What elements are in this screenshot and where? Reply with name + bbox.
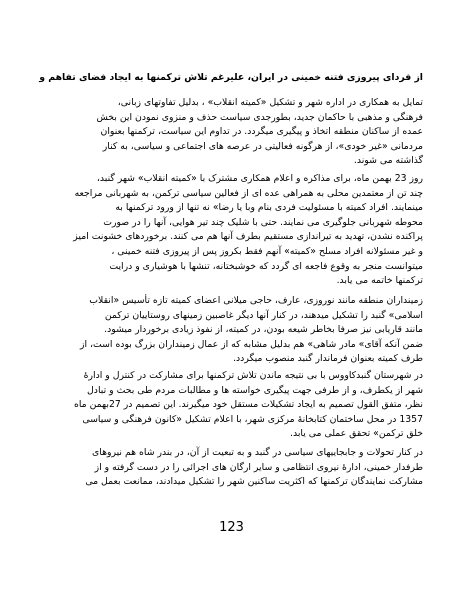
paragraph-2 [41, 172, 423, 289]
text-line: ترکمنها خاتمه می یابد. [336, 275, 423, 287]
text-line: میتوانست منجر به وقوع فاجعه ای گردد که خوشبختانه، تنشها با هوشیاری و درایت [109, 260, 423, 272]
text-line: پراکنده نشدن، تهدید به تیراندازی مستقیم بطرف آنها هم می کنند. برخوردهای خشونت امیز [73, 231, 423, 243]
text-line: محوطه شهربانی جلوگیری می نمایند. حتی با شلیک چند تیر هوایی، آنها را در صورت [103, 216, 423, 228]
text-line: مانند قاریابی نیز صرفا بخاطر شیعه بودن، در کمیته، از نفوذ زیادی برخوردار میشود. [104, 324, 423, 336]
text-line: در کنار تحولات و جابجاییهای سیاسی در گنبد و به تبعیت از آن، در بندر شاه هم نیروهای [91, 447, 423, 458]
text-line: اسلامی» گنبد را تشکیل میدهند، در کنار آنها دیگر غاصبین زمینهای روستاییان ترکمن [104, 309, 423, 321]
paragraph-1 [41, 96, 423, 169]
text-line: مردمانی «غیر خودی»، از هرگونه فعالیتی در عرصه های اجتماعی و سیاسی، به کنار [102, 140, 423, 152]
text-line: فرهنگی و مذهبی با حاکمان جدید، بطورجدی سیاست حذف و منزوی نمودن این بخش [96, 111, 423, 123]
text-line: زمینداران منطقه مانند نوروزی، عارف، حاجی میلانی اعضای کمیته تازه تأسیس «انقلاب [89, 295, 423, 306]
paragraph-5 [41, 446, 423, 490]
text-line: ضمن آنکه آقای» مادر شاهی» هم بدلیل مشابه که از عمال زمینداران بزرگ بوده است، از [79, 338, 423, 350]
paragraph-3 [41, 294, 423, 367]
text-line: مشارکت نمایندگان ترکمنها که اکثریت ساکنین شهر را تشکیل میدادند، ممانعت بعمل می [85, 476, 423, 488]
text-line: مینمایند. افراد کمیته با مسئولیت فردی بنام وبا یا رضا» نه تنها از ورود ترکمنها به [115, 202, 423, 214]
page-number: 123 [219, 520, 244, 535]
text-line: عمده از ساکنان منطقه اتخاذ و پیگیری میگردد. در تداوم این سیاست، ترکمنها بعنوان [100, 126, 423, 138]
text-line: طرف کمیته بعنوان فرماندار گنبد منصوب میگردد. [233, 353, 423, 365]
text-line: و غیر مسئولانه افراد مسلح «کمیته» آنهم فقط بکروز پس از پیروزی فتنه خمینی ، [111, 245, 423, 257]
text-line: گذاشته می شوند. [353, 155, 423, 167]
text-line: تمایل به همکاری در اداره شهر و تشکیل «کمیته انقلاب» ، بدلیل تفاوتهای زبانی، [117, 97, 423, 108]
text-line: شهر از یکطرف، و از طرفی جهت پیگیری خواسته ها و مطالبات مردم طی بحث و تبادل [87, 384, 423, 396]
text-line: روز 23 بهمن ماه، برای مذاکره و اعلام همکاری مشترک با «کمیته انقلاب» شهر گنبد، [96, 173, 423, 184]
opening-line: از فردای پیروزی فتنه خمینی در ایران، علیرغم تلاش ترکمنها به ایجاد فضای تفاهم و [39, 72, 423, 83]
text-line: در شهرستان گنبدکاووس با بی نتیجه ماندن تلاش ترکمنها برای مشارکت در کنترل و ادارهٔ [83, 370, 423, 381]
paragraph-4 [41, 369, 423, 442]
text-line: 1357 در محل ساختمان کتابخانهٔ مرکزی شهر، با اعلام تشکیل «کانون فرهنگی و سیاسی [82, 413, 423, 425]
text-line: نظر، متفق القول تصمیم به ایجاد تشکیلات مستقل خود میگیرند. این تصمیم در 27بهمن ماه [73, 399, 423, 411]
text-line: چند تن از معتمدین محلی به همراهی عده ای از فعالین سیاسی ترکمن، به شهربانی مراجعه [74, 187, 423, 199]
text-line: طرفدار خمینی، ادارهٔ نیروی انتظامی و سایر ارگان های اجرائی را در دست گرفته و از [94, 461, 423, 473]
text-line: خلق ترکمن» تحقق عملی می یابد. [289, 428, 423, 440]
